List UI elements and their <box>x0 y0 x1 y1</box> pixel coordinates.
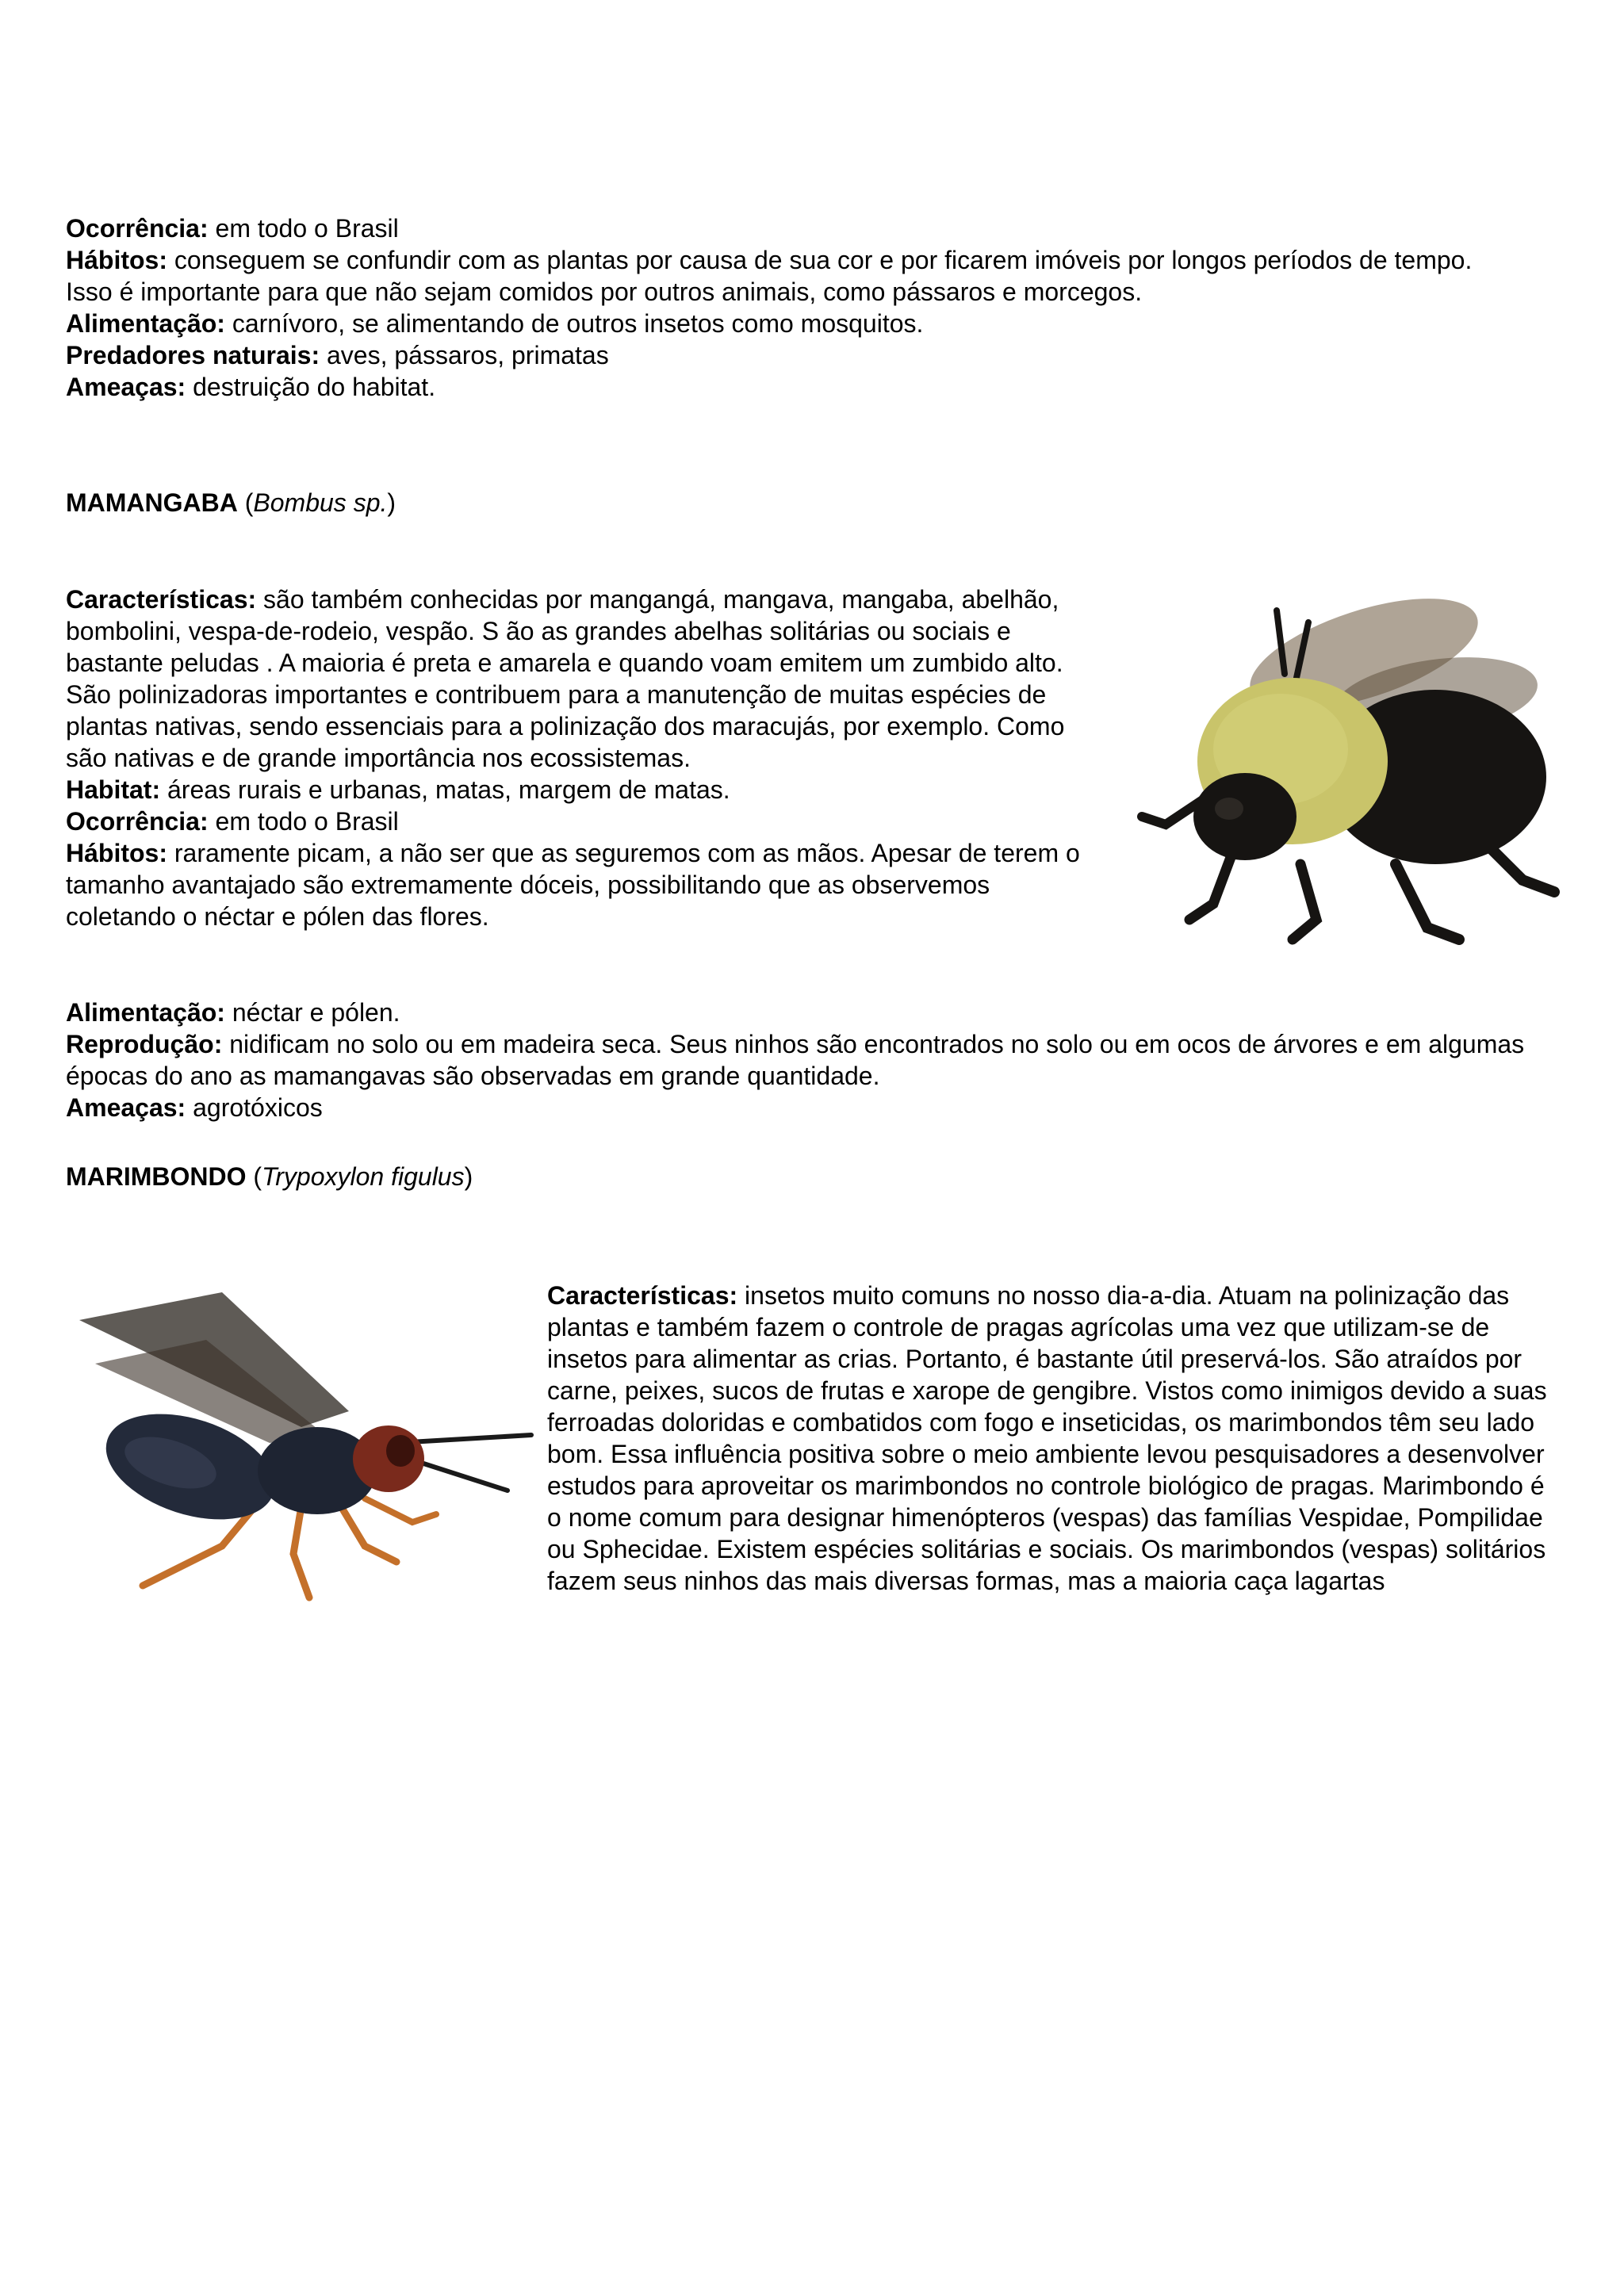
mamangaba-common-name: MAMANGABA <box>66 488 238 517</box>
marimbondo-common-name: MARIMBONDO <box>66 1162 247 1191</box>
mamangaba-habitos-value: raramente picam, a não ser que as seguremos com as mãos. Apesar de terem o tamanho avantajado são extremamente dóceis, possibilitando que as observemos coletando o néctar e pólen das flores. <box>66 839 1080 931</box>
ameacas-value: destruição do habitat. <box>186 373 436 401</box>
marimbondo-details <box>547 1280 1562 1597</box>
mamangaba-habitat-label: Habitat: <box>66 775 161 804</box>
alimentacao-label: Alimentação: <box>66 309 225 338</box>
mamangaba-reproducao-line <box>66 1028 1541 1092</box>
alimentacao-line <box>66 308 1525 339</box>
ocorrencia-label: Ocorrência: <box>66 214 209 243</box>
marimbondo-close-paren: ) <box>464 1162 473 1191</box>
mamangaba-open-paren: ( <box>237 488 254 517</box>
marimbondo-title <box>66 1161 473 1192</box>
previous-species-details <box>66 212 1525 403</box>
bumblebee-image <box>1094 579 1570 951</box>
mamangaba-habitat-line <box>66 774 1097 806</box>
mamangaba-ameacas-line <box>66 1092 1541 1123</box>
mamangaba-scientific-name: Bombus sp. <box>253 488 388 517</box>
mamangaba-ameacas-label: Ameaças: <box>66 1093 186 1122</box>
alimentacao-value: carnívoro, se alimentando de outros insetos como mosquitos. <box>224 309 924 338</box>
mamangaba-ocorrencia-value: em todo o Brasil <box>208 807 399 836</box>
marimbondo-caracteristicas-value: insetos muito comuns no nosso dia-a-dia. Atuam na polinização das plantas e também fazem o controle de pragas agrícolas uma vez que utilizam-se de insetos para alimentar as crias. Portanto, é bastante útil preservá-los. São atraídos por carne, peixes, sucos de frutas e xarope de gengibre. Vistos como inimigos devido a suas ferroadas doloridas e combatidos com fogo e inseticidas, os marimbondos têm seu lado bom. Essa influência positiva sobre o meio ambiente levou pesquisadores a desenvolver estudos para aproveitar os marimbondos no controle biológico de pragas. Marimbondo é o nome comum para designar himenópteros (vespas) das famílias Vespidae, Pompilidae ou Sphecidae. Existem espécies solitárias e sociais. Os marimbondos (vespas) solitários fazem seus ninhos das mais diversas formas, mas a maioria caça lagartas <box>547 1281 1547 1595</box>
mamangaba-ocorrencia-line <box>66 806 1097 837</box>
marimbondo-caracteristicas-line <box>547 1280 1562 1597</box>
mamangaba-title <box>66 487 396 519</box>
habitos-value: conseguem se confundir com as plantas por causa de sua cor e por ficarem imóveis por longos períodos de tempo. Isso é importante para que não sejam comidos por outros animais, como pássaros e morcegos. <box>66 246 1473 306</box>
ocorrencia-line <box>66 212 1525 244</box>
mamangaba-reproducao-label: Reprodução: <box>66 1030 223 1058</box>
mamangaba-alimentacao-line <box>66 997 1541 1028</box>
marimbondo-caracteristicas-label: Características: <box>547 1281 738 1310</box>
mamangaba-reproducao-value: nidificam no solo ou em madeira seca. Seus ninhos são encontrados no solo ou em ocos de árvores e em algumas épocas do ano as mamangavas são observadas em grande quantidade. <box>66 1030 1525 1090</box>
predadores-label: Predadores naturais: <box>66 341 320 369</box>
predadores-line <box>66 339 1525 371</box>
ameacas-label: Ameaças: <box>66 373 186 401</box>
marimbondo-scientific-name: Trypoxylon figulus <box>262 1162 465 1191</box>
mamangaba-ocorrencia-label: Ocorrência: <box>66 807 209 836</box>
mamangaba-caracteristicas-line <box>66 584 1097 774</box>
habitos-label: Hábitos: <box>66 246 167 274</box>
mamangaba-ameacas-value: agrotóxicos <box>186 1093 323 1122</box>
mamangaba-caracteristicas-label: Características: <box>66 585 257 614</box>
mamangaba-habitos-line <box>66 837 1097 932</box>
mamangaba-alimentacao-label: Alimentação: <box>66 998 225 1027</box>
mamangaba-details-side <box>66 584 1097 932</box>
mamangaba-alimentacao-value: néctar e pólen. <box>224 998 400 1027</box>
wasp-image <box>63 1284 539 1609</box>
predadores-value: aves, pássaros, primatas <box>320 341 609 369</box>
mamangaba-caracteristicas-value: são também conhecidas por mangangá, mangava, mangaba, abelhão, bombolini, vespa-de-rodeio, vespão. S ão as grandes abelhas solitárias ou sociais e bastante peludas . A maioria é preta e amarela e quando voam emitem um zumbido alto. São polinizadoras importantes e contribuem para a manutenção de muitas espécies de plantas nativas, sendo essenciais para a polinização dos maracujás, por exemplo. Como são nativas e de grande importância nos ecossistemas. <box>66 585 1065 772</box>
marimbondo-open-paren: ( <box>246 1162 262 1191</box>
habitos-line <box>66 244 1525 308</box>
mamangaba-habitos-label: Hábitos: <box>66 839 167 867</box>
ocorrencia-value: em todo o Brasil <box>208 214 399 243</box>
mamangaba-close-paren: ) <box>387 488 396 517</box>
mamangaba-details-full <box>66 997 1541 1123</box>
ameacas-line <box>66 371 1525 403</box>
mamangaba-habitat-value: áreas rurais e urbanas, matas, margem de matas. <box>160 775 730 804</box>
